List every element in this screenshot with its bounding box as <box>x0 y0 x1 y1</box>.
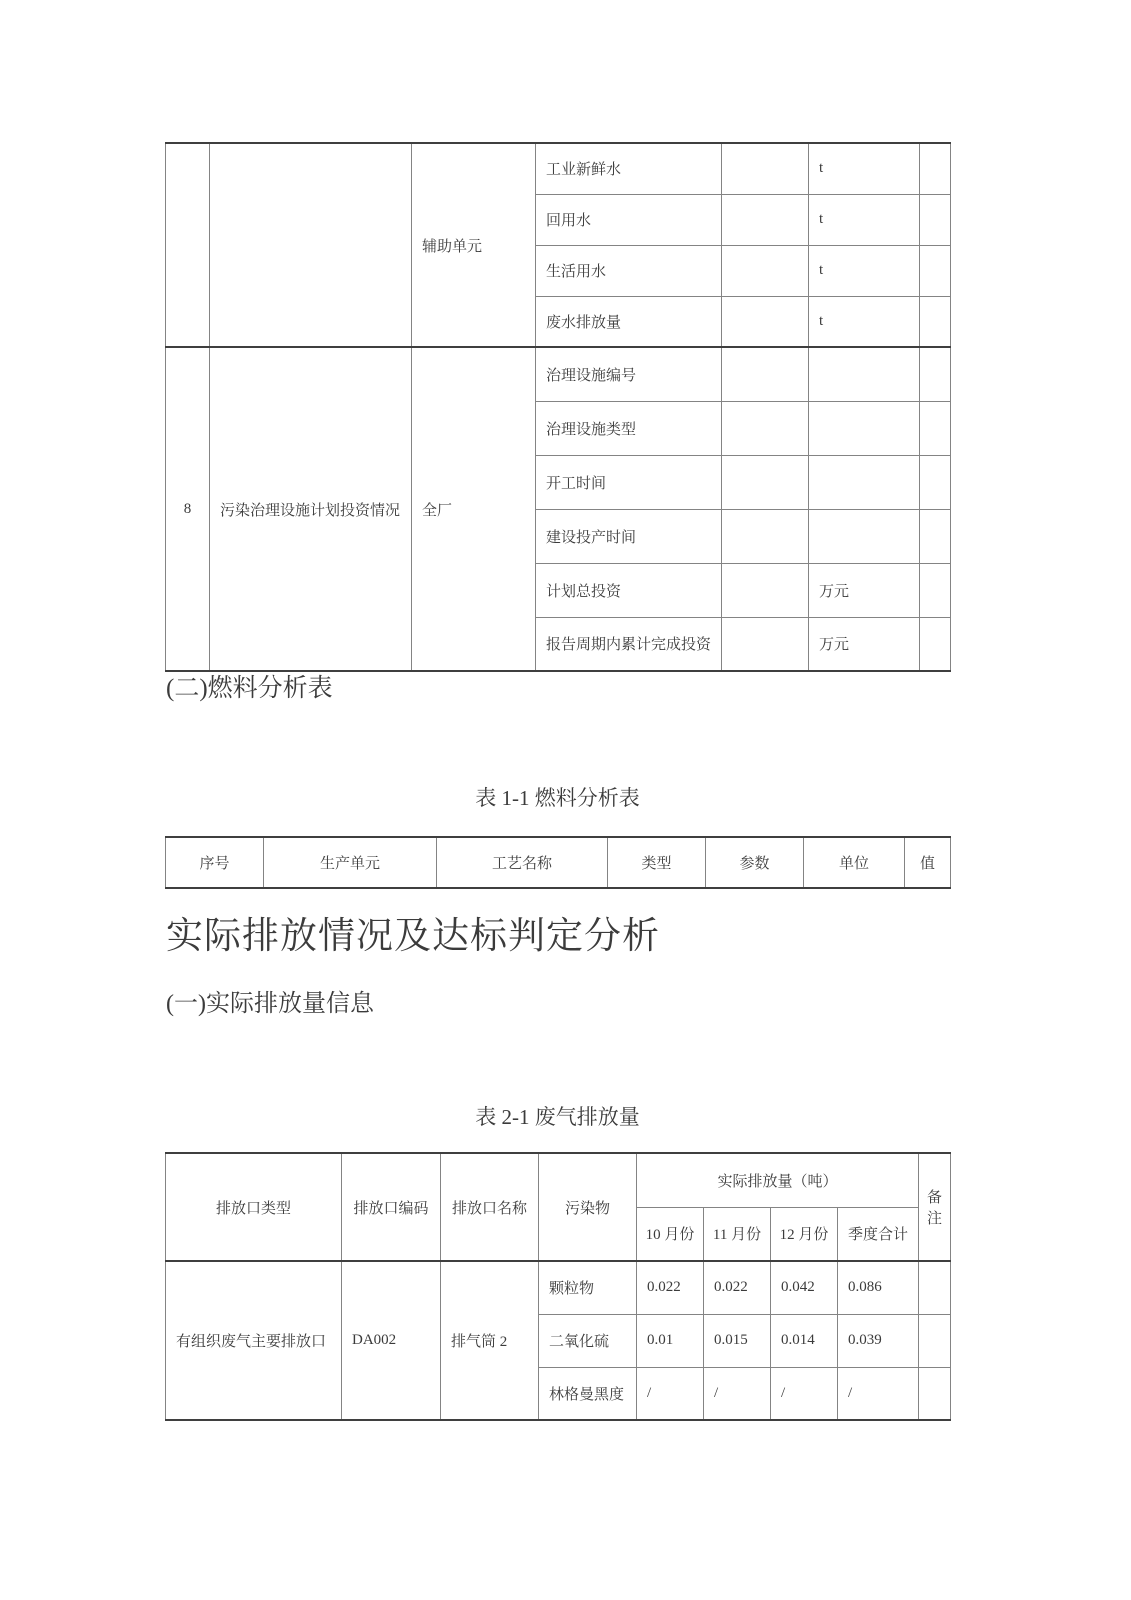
header-outlet-type: 排放口类型 <box>166 1153 342 1261</box>
param-cell: 工业新鲜水 <box>536 143 722 194</box>
month-value-cell: 0.022 <box>637 1261 704 1314</box>
scope-cell: 全厂 <box>412 347 536 671</box>
header-month-nov: 11 月份 <box>704 1207 771 1261</box>
outlet-code-cell: DA002 <box>342 1261 441 1420</box>
value-cell <box>722 401 809 455</box>
month-value-cell: / <box>704 1367 771 1420</box>
unit-cell: 万元 <box>809 617 920 671</box>
remark-cell <box>920 617 951 671</box>
month-value-cell: 0.022 <box>704 1261 771 1314</box>
month-value-cell: / <box>771 1367 838 1420</box>
scope-cell: 辅助单元 <box>412 143 536 347</box>
remark-cell <box>919 1314 951 1367</box>
total-value-cell: / <box>838 1367 919 1420</box>
unit-cell <box>809 347 920 401</box>
remark-cell <box>920 509 951 563</box>
unit-cell: 万元 <box>809 563 920 617</box>
section-heading-emission: (一)实际排放量信息 <box>166 991 374 1017</box>
param-cell: 计划总投资 <box>536 563 722 617</box>
section-heading-fuel: (二)燃料分析表 <box>166 675 333 702</box>
item-cell <box>210 143 412 347</box>
header-cell: 序号 <box>166 837 264 888</box>
value-cell <box>722 563 809 617</box>
header-cell: 工艺名称 <box>437 837 608 888</box>
header-pollutant: 污染物 <box>539 1153 637 1261</box>
unit-cell <box>809 509 920 563</box>
total-value-cell: 0.039 <box>838 1314 919 1367</box>
header-quarter-total: 季度合计 <box>838 1207 919 1261</box>
index-cell: 8 <box>166 347 210 671</box>
remark-cell <box>920 296 951 347</box>
value-cell <box>722 509 809 563</box>
header-cell: 生产单元 <box>264 837 437 888</box>
header-outlet-code: 排放口编码 <box>342 1153 441 1261</box>
value-cell <box>722 143 809 194</box>
value-cell <box>722 617 809 671</box>
param-cell: 治理设施类型 <box>536 401 722 455</box>
month-value-cell: 0.042 <box>771 1261 838 1314</box>
param-cell: 回用水 <box>536 194 722 245</box>
unit-cell: t <box>809 245 920 296</box>
value-cell <box>722 194 809 245</box>
value-cell <box>722 455 809 509</box>
pollutant-cell: 颗粒物 <box>539 1261 637 1314</box>
month-value-cell: 0.015 <box>704 1314 771 1367</box>
pollutant-cell: 林格曼黑度 <box>539 1367 637 1420</box>
header-remark: 备注 <box>919 1153 951 1261</box>
item-cell: 污染治理设施计划投资情况 <box>210 347 412 671</box>
header-actual-emission-group: 实际排放量（吨） <box>637 1153 919 1207</box>
param-cell: 开工时间 <box>536 455 722 509</box>
header-cell: 值 <box>905 837 951 888</box>
param-cell: 建设投产时间 <box>536 509 722 563</box>
header-month-oct: 10 月份 <box>637 1207 704 1261</box>
param-cell: 报告周期内累计完成投资 <box>536 617 722 671</box>
table-caption-emission: 表 2-1 废气排放量 <box>475 1105 640 1129</box>
table-caption-fuel: 表 1-1 燃料分析表 <box>475 786 640 810</box>
remark-cell <box>920 563 951 617</box>
value-cell <box>722 245 809 296</box>
unit-cell <box>809 401 920 455</box>
header-outlet-name: 排放口名称 <box>441 1153 539 1261</box>
param-cell: 废水排放量 <box>536 296 722 347</box>
main-heading: 实际排放情况及达标判定分析 <box>166 916 660 957</box>
param-cell: 治理设施编号 <box>536 347 722 401</box>
month-value-cell: 0.014 <box>771 1314 838 1367</box>
remark-cell <box>920 401 951 455</box>
remark-cell <box>920 347 951 401</box>
month-value-cell: 0.01 <box>637 1314 704 1367</box>
total-value-cell: 0.086 <box>838 1261 919 1314</box>
month-value-cell: / <box>637 1367 704 1420</box>
value-cell <box>722 296 809 347</box>
remark-cell <box>920 245 951 296</box>
param-cell: 生活用水 <box>536 245 722 296</box>
unit-cell: t <box>809 296 920 347</box>
header-cell: 单位 <box>804 837 905 888</box>
unit-cell <box>809 455 920 509</box>
index-cell <box>166 143 210 347</box>
fuel-analysis-table <box>165 836 951 889</box>
header-month-dec: 12 月份 <box>771 1207 838 1261</box>
emission-table <box>165 1152 951 1421</box>
outlet-type-cell: 有组织废气主要排放口 <box>166 1261 342 1420</box>
remark-cell <box>920 455 951 509</box>
continuation-table <box>165 142 951 672</box>
pollutant-cell: 二氧化硫 <box>539 1314 637 1367</box>
outlet-name-cell: 排气筒 2 <box>441 1261 539 1420</box>
remark-cell <box>919 1261 951 1314</box>
header-cell: 类型 <box>608 837 706 888</box>
unit-cell: t <box>809 143 920 194</box>
remark-cell <box>920 143 951 194</box>
header-cell: 参数 <box>706 837 804 888</box>
unit-cell: t <box>809 194 920 245</box>
remark-cell <box>919 1367 951 1420</box>
remark-cell <box>920 194 951 245</box>
value-cell <box>722 347 809 401</box>
